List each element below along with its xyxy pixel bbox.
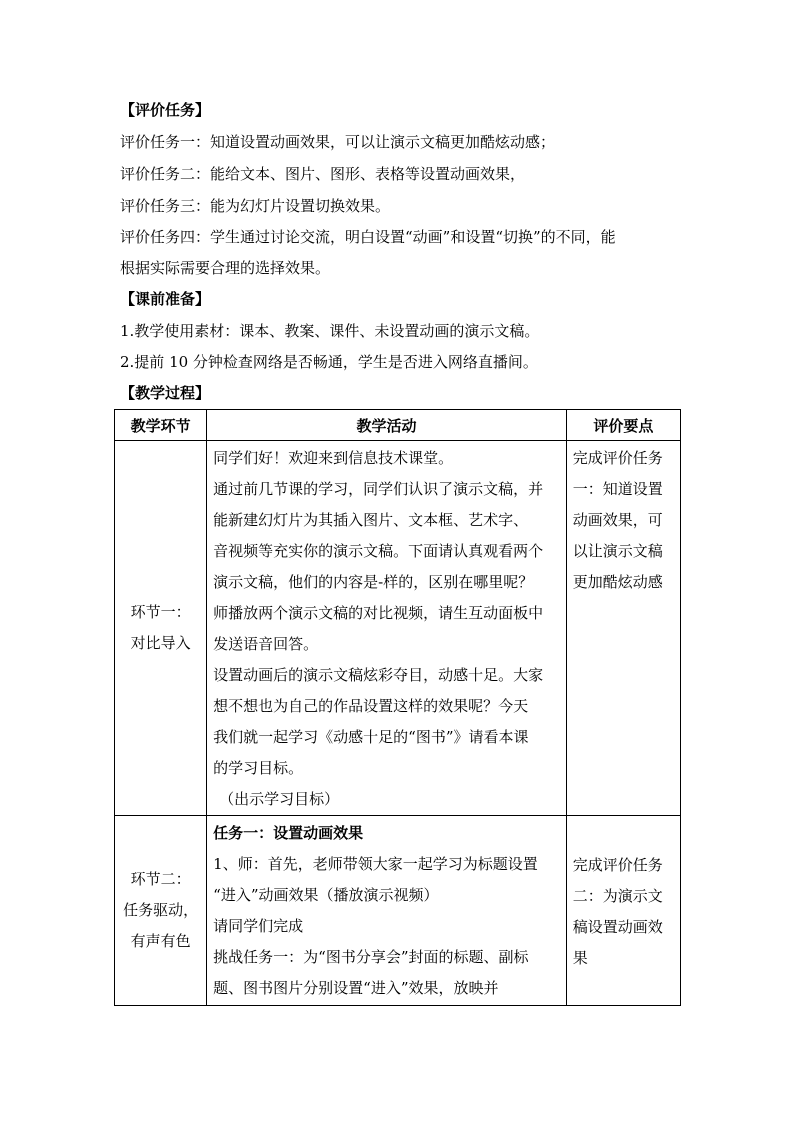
activity-line: 1、师：首先，老师带领大家一起学习为标题设置 <box>213 855 538 873</box>
stage-line: 有声有色 <box>130 932 191 950</box>
stage-line: 环节二： <box>130 870 191 888</box>
stage-cell <box>115 441 207 816</box>
stage-cell <box>115 816 207 1006</box>
prep-heading: 【课前准备】 <box>120 290 211 308</box>
activity-line: 通过前几节课的学习，同学们认识了演示文稿，并 <box>213 480 544 498</box>
activity-line: 想不想也为自己的作品设置这样的效果呢？今天 <box>213 697 529 715</box>
activity-cell <box>207 816 567 1006</box>
activity-line: 设置动画后的演示文稿炫彩夺目，动感十足。大家 <box>213 666 544 684</box>
prep-item-1: 1.教学使用素材：课本、教案、课件、未设置动画的演示文稿。 <box>120 322 540 340</box>
activity-line: （出示学习目标） <box>219 790 340 808</box>
activity-line: 音视频等充实你的演示文稿。下面请认真观看两个 <box>213 542 544 560</box>
eval-task-2: 评价任务二：能给文本、图片、图形、表格等设置动画效果， <box>120 165 526 183</box>
activity-line: 请同学们完成 <box>213 917 304 935</box>
eval-line: 动画效果，可 <box>572 511 663 529</box>
eval-line: 更加酷炫动感 <box>572 573 663 591</box>
column-header-stage: 教学环节 <box>115 410 207 441</box>
eval-line: 二：为演示文 <box>572 886 663 905</box>
activity-line: 能新建幻灯片为其插入图片、文本框、艺术字、 <box>213 511 529 529</box>
eval-line: 稿设置动画效 <box>572 917 663 936</box>
activity-line: 师播放两个演示文稿的对比视频，请生互动面板中 <box>213 604 544 622</box>
eval-task-4-cont: 根据实际需要合理的选择效果。 <box>120 259 331 277</box>
stage-line: 任务驱动， <box>123 901 199 919</box>
eval-line: 以让演示文稿 <box>572 542 663 560</box>
prep-item-2: 2.提前 10 分钟检查网络是否畅通，学生是否进入网络直播间。 <box>120 353 538 371</box>
activity-line: “进入”动画效果（播放演示视频） <box>213 886 439 904</box>
eval-task-4: 评价任务四：学生通过讨论交流，明白设置“动画”和设置“切换”的不同，能 <box>120 228 616 246</box>
eval-cell <box>566 816 680 1006</box>
eval-tasks-heading: 【评价任务】 <box>120 101 211 119</box>
eval-line: 完成评价任务 <box>572 449 663 467</box>
stage-line: 对比导入 <box>130 634 191 652</box>
eval-task-3: 评价任务三：能为幻灯片设置切换效果。 <box>120 197 391 215</box>
activity-line: 我们就一起学习《动感十足的“图书”》请看本课 <box>213 728 529 746</box>
process-heading: 【教学过程】 <box>120 384 211 402</box>
table-row <box>115 441 681 816</box>
activity-line: 挑战任务一：为“图书分享会”封面的标题、副标 <box>213 948 529 966</box>
activity-line: 同学们好！欢迎来到信息技术课堂。 <box>213 449 454 467</box>
activity-task-title: 任务一：设置动画效果 <box>213 824 364 842</box>
eval-task-1: 评价任务一：知道设置动画效果，可以让演示文稿更加酷炫动感； <box>120 133 556 151</box>
table-header-row <box>115 410 681 441</box>
column-header-eval: 评价要点 <box>566 410 680 441</box>
activity-line: 的学习目标。 <box>213 759 304 777</box>
activity-line: 演示文稿，他们的内容是-样的，区别在哪里呢？ <box>213 573 534 591</box>
eval-line: 果 <box>572 948 588 967</box>
table-row <box>115 816 681 1006</box>
eval-line: 一：知道设置 <box>572 480 663 498</box>
column-header-activity: 教学活动 <box>207 410 567 441</box>
stage-line: 环节一： <box>130 603 191 621</box>
eval-line: 完成评价任务 <box>572 855 663 874</box>
lesson-table <box>114 409 681 1006</box>
eval-cell <box>566 441 680 816</box>
activity-line: 题、图书图片分别设置“进入”效果，放映并 <box>213 979 499 997</box>
activity-line: 发送语音回答。 <box>213 635 319 653</box>
activity-cell <box>207 441 567 816</box>
